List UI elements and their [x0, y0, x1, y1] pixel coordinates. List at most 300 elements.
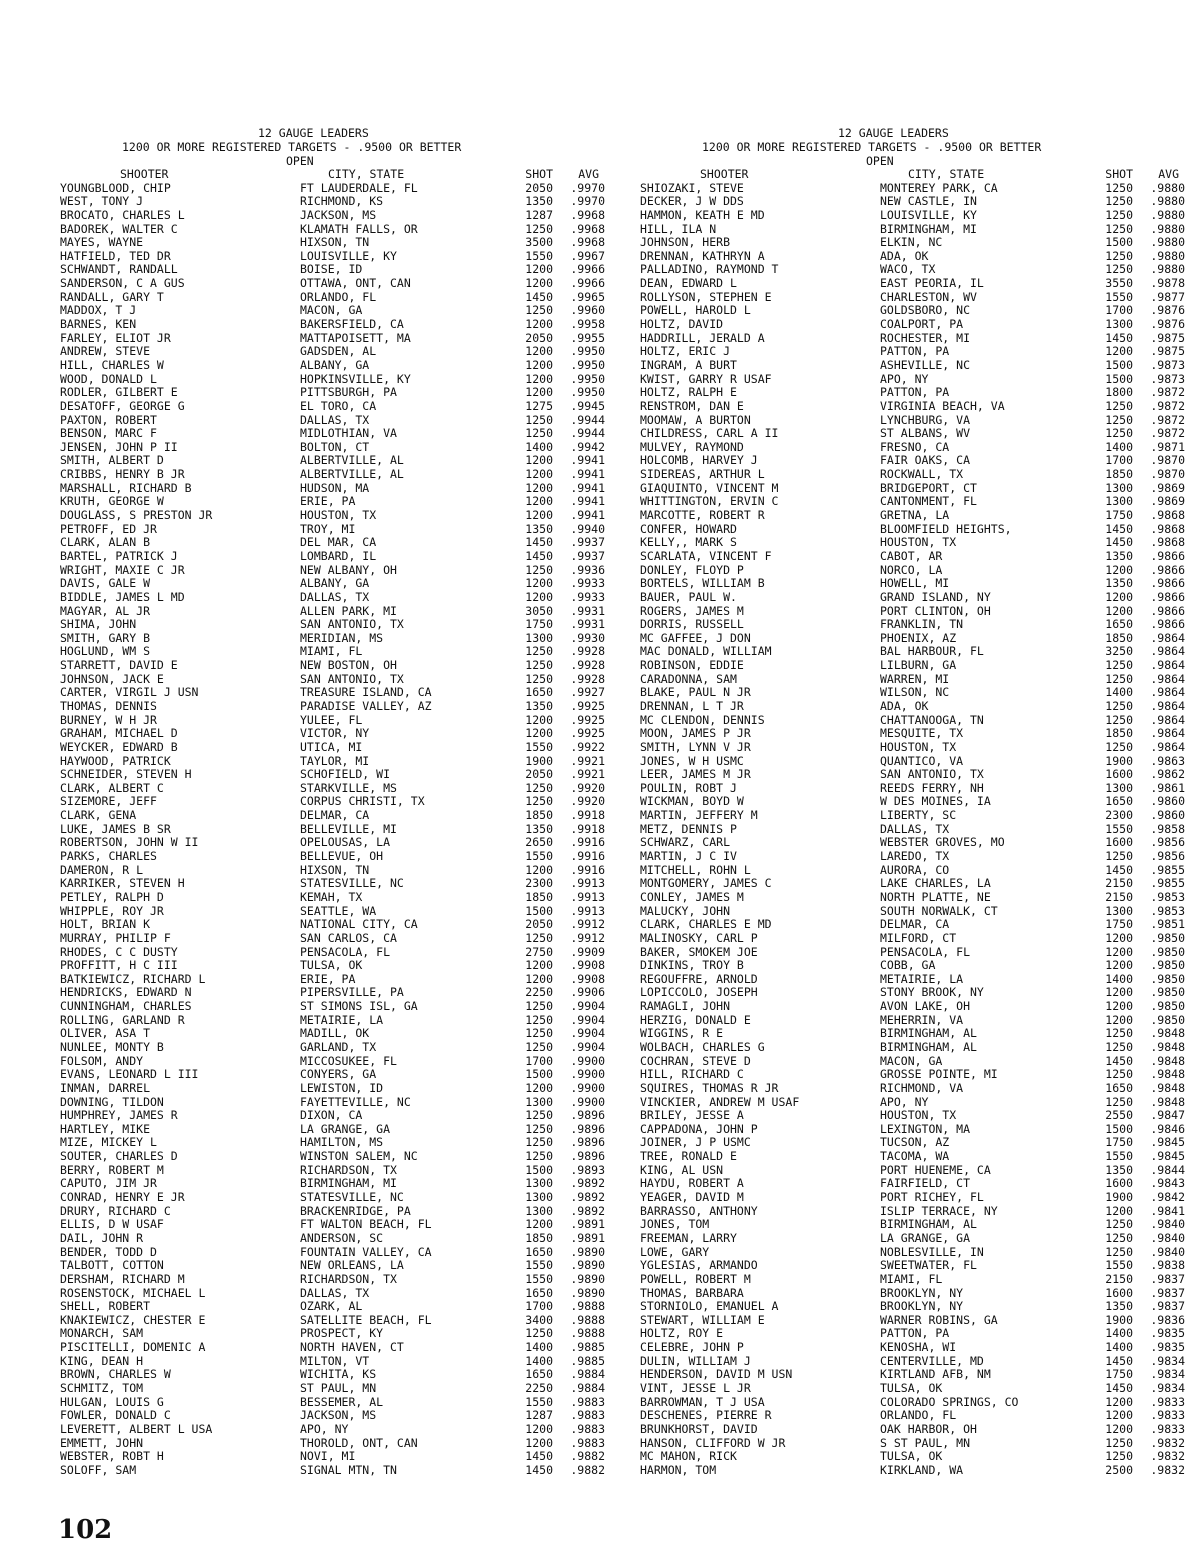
table-row [640, 877, 1200, 891]
targets-shot: 2050 [525, 331, 553, 345]
shooter-city: BOISE, ID [300, 263, 363, 277]
shooting-average: .9941 [570, 454, 605, 468]
shooter-city: PITTSBURGH, PA [300, 386, 397, 400]
targets-shot: 1200 [1105, 604, 1133, 618]
shooter-city: DALLAS, TX [300, 590, 370, 604]
shooter-city: PHOENIX, AZ [880, 631, 957, 645]
shooter-name: JENSEN, JOHN P II [60, 440, 178, 454]
shooting-average: .9868 [1150, 536, 1185, 550]
header-shooter: SHOOTER [700, 168, 749, 181]
shooter-name: HERZIG, DONALD E [640, 1013, 751, 1027]
table-row [640, 1177, 1200, 1191]
shooting-average: .9941 [570, 495, 605, 509]
shooting-average: .9840 [1150, 1218, 1185, 1232]
shooter-city: UTICA, MI [300, 740, 363, 754]
shooter-city: PENSACOLA, FL [880, 945, 971, 959]
table-row [640, 1232, 1200, 1246]
table-row [60, 509, 620, 523]
shooter-name: HAYWOOD, PATRICK [60, 754, 171, 768]
table-row [60, 700, 620, 714]
shooter-name: POULIN, ROBT J [640, 781, 737, 795]
shooting-average: .9844 [1150, 1163, 1185, 1177]
shooter-name: DAVIS, GALE W [60, 577, 151, 591]
shooting-average: .9880 [1150, 236, 1185, 250]
table-row [60, 918, 620, 932]
shooter-name: KARRIKER, STEVEN H [60, 877, 185, 891]
shooting-average: .9864 [1150, 672, 1185, 686]
shooter-city: DELMAR, CA [880, 918, 950, 932]
shooter-city: MICCOSUKEE, FL [300, 1054, 397, 1068]
shooter-name: BROWN, CHARLES W [60, 1368, 171, 1382]
targets-shot: 2650 [525, 836, 553, 850]
shooter-name: OLIVER, ASA T [60, 1027, 151, 1041]
shooter-city: SAN ANTONIO, TX [300, 672, 404, 686]
table-row [640, 1218, 1200, 1232]
shooting-average: .9968 [570, 236, 605, 250]
shooter-name: FOLSOM, ANDY [60, 1054, 144, 1068]
shooter-name: CLARK, CHARLES E MD [640, 918, 772, 932]
targets-shot: 1550 [525, 1272, 553, 1286]
shooter-name: DOWNING, TILDON [60, 1095, 164, 1109]
shooter-city: WARNER ROBINS, GA [880, 1313, 998, 1327]
shooting-average: .9845 [1150, 1136, 1185, 1150]
shooter-city: HUDSON, MA [300, 481, 370, 495]
targets-shot: 1350 [1105, 549, 1133, 563]
shooter-name: MC GAFFEE, J DON [640, 631, 751, 645]
shooter-name: HUMPHREY, JAMES R [60, 1109, 178, 1123]
shooter-city: ANDERSON, SC [300, 1231, 384, 1245]
table-row [60, 550, 620, 564]
shooting-average: .9875 [1150, 345, 1185, 359]
table-row [640, 1123, 1200, 1137]
table-row [60, 877, 620, 891]
shooting-average: .9873 [1150, 372, 1185, 386]
shooting-average: .9967 [570, 249, 605, 263]
targets-shot: 1200 [525, 727, 553, 741]
shooter-name: ANDREW, STEVE [60, 345, 151, 359]
section-subtitle: 1200 OR MORE REGISTERED TARGETS - .9500 OR BETTER [702, 140, 1042, 154]
table-row [60, 986, 620, 1000]
table-row [60, 891, 620, 905]
shooter-city: MONTEREY PARK, CA [880, 181, 998, 195]
shooter-city: ISLIP TERRACE, NY [880, 1204, 998, 1218]
shooter-name: INMAN, DARREL [60, 1081, 151, 1095]
targets-shot: 1550 [525, 850, 553, 864]
shooter-city: BRACKENRIDGE, PA [300, 1204, 411, 1218]
table-row [640, 495, 1200, 509]
shooting-average: .9883 [570, 1409, 605, 1423]
targets-shot: 1850 [525, 809, 553, 823]
shooter-name: SHIOZAKI, STEVE [640, 181, 744, 195]
shooter-city: LYNCHBURG, VA [880, 413, 971, 427]
table-header [640, 168, 1200, 182]
targets-shot: 1250 [1105, 222, 1133, 236]
table-row [640, 564, 1200, 578]
shooter-name: CRIBBS, HENRY B JR [60, 468, 185, 482]
table-row [640, 1150, 1200, 1164]
shooter-name: BARTEL, PATRICK J [60, 549, 178, 563]
shooting-average: .9872 [1150, 413, 1185, 427]
shooting-average: .9968 [570, 208, 605, 222]
table-row [60, 1000, 620, 1014]
targets-shot: 2050 [525, 918, 553, 932]
shooter-city: LEWISTON, ID [300, 1081, 384, 1095]
shooting-average: .9876 [1150, 304, 1185, 318]
shooting-average: .9866 [1150, 563, 1185, 577]
targets-shot: 3250 [1105, 645, 1133, 659]
shooter-name: DOUGLASS, S PRESTON JR [60, 509, 213, 523]
shooter-name: PISCITELLI, DOMENIC A [60, 1341, 206, 1355]
shooter-name: CARTER, VIRGIL J USN [60, 686, 199, 700]
table-row [60, 1177, 620, 1191]
shooter-city: STATESVILLE, NC [300, 1191, 404, 1205]
shooter-name: WHIPPLE, ROY JR [60, 904, 164, 918]
table-row [60, 932, 620, 946]
shooter-city: LOUISVILLE, KY [300, 249, 397, 263]
header-avg: AVG [578, 168, 599, 181]
shooter-name: KWIST, GARRY R USAF [640, 372, 772, 386]
table-row [60, 836, 620, 850]
shooter-name: STEWART, WILLIAM E [640, 1313, 765, 1327]
shooting-average: .9837 [1150, 1286, 1185, 1300]
shooter-city: MIDLOTHIAN, VA [300, 427, 397, 441]
shooter-city: HIXSON, TN [300, 236, 370, 250]
shooter-city: STARKVILLE, MS [300, 781, 397, 795]
shooting-average: .9834 [1150, 1382, 1185, 1396]
shooter-city: THOROLD, ONT, CAN [300, 1436, 418, 1450]
targets-shot: 1250 [525, 781, 553, 795]
shooter-name: SANDERSON, C A GUS [60, 277, 185, 291]
shooter-name: MONTGOMERY, JAMES C [640, 877, 772, 891]
shooter-name: MC MAHON, RICK [640, 1450, 737, 1464]
table-row [640, 236, 1200, 250]
targets-shot: 1400 [525, 1341, 553, 1355]
shooting-average: .9893 [570, 1163, 605, 1177]
table-row [60, 414, 620, 428]
table-row [640, 768, 1200, 782]
shooting-average: .9866 [1150, 577, 1185, 591]
shooter-name: POWELL, HAROLD L [640, 304, 751, 318]
shooter-city: DALLAS, TX [880, 822, 950, 836]
shooter-city: REEDS FERRY, NH [880, 781, 984, 795]
shooting-average: .9913 [570, 890, 605, 904]
shooting-average: .9912 [570, 931, 605, 945]
table-row [640, 1423, 1200, 1437]
shooter-name: HENDERSON, DAVID M USN [640, 1368, 793, 1382]
targets-shot: 1250 [525, 795, 553, 809]
shooter-city: HOWELL, MI [880, 577, 950, 591]
shooter-city: SAN CARLOS, CA [300, 931, 397, 945]
shooting-average: .9845 [1150, 1150, 1185, 1164]
targets-shot: 1250 [525, 222, 553, 236]
shooting-average: .9941 [570, 509, 605, 523]
targets-shot: 1600 [1105, 1286, 1133, 1300]
targets-shot: 1550 [525, 249, 553, 263]
shooter-name: ROLLING, GARLAND R [60, 1013, 185, 1027]
shooting-average: .9931 [570, 618, 605, 632]
targets-shot: 1450 [1105, 1382, 1133, 1396]
table-row [60, 318, 620, 332]
shooting-average: .9833 [1150, 1422, 1185, 1436]
targets-shot: 1700 [525, 1054, 553, 1068]
shooter-city: BELLEVUE, OH [300, 850, 384, 864]
shooter-city: HOUSTON, TX [880, 1109, 957, 1123]
targets-shot: 1250 [1105, 1450, 1133, 1464]
shooter-name: THOMAS, DENNIS [60, 699, 157, 713]
shooter-city: OAK HARBOR, OH [880, 1422, 977, 1436]
shooting-average: .9883 [570, 1395, 605, 1409]
shooter-city: BIRMINGHAM, AL [880, 1218, 977, 1232]
table-row [640, 932, 1200, 946]
shooting-average: .9841 [1150, 1204, 1185, 1218]
table-row [640, 836, 1200, 850]
shooter-name: HILL, ILA N [640, 222, 717, 236]
targets-shot: 1900 [1105, 754, 1133, 768]
shooting-average: .9892 [570, 1177, 605, 1191]
shooter-name: MALUCKY, JOHN [640, 904, 731, 918]
shooting-average: .9856 [1150, 836, 1185, 850]
table-row [60, 1368, 620, 1382]
targets-shot: 3050 [525, 604, 553, 618]
targets-shot: 1400 [1105, 1341, 1133, 1355]
shooting-average: .9835 [1150, 1341, 1185, 1355]
targets-shot: 1550 [1105, 1150, 1133, 1164]
targets-shot: 2150 [1105, 890, 1133, 904]
table-row [640, 468, 1200, 482]
shooter-name: LOPICCOLO, JOSEPH [640, 986, 758, 1000]
table-row [60, 564, 620, 578]
shooter-city: FAIR OAKS, CA [880, 454, 971, 468]
table-row [60, 1382, 620, 1396]
shooter-city: TULSA, OK [880, 1450, 943, 1464]
shooting-average: .9834 [1150, 1354, 1185, 1368]
targets-shot: 1450 [1105, 522, 1133, 536]
table-row [640, 905, 1200, 919]
shooter-name: HULGAN, LOUIS G [60, 1395, 164, 1409]
shooter-city: ADA, OK [880, 249, 929, 263]
shooter-name: CHILDRESS, CARL A II [640, 427, 779, 441]
shooting-average: .9941 [570, 481, 605, 495]
shooting-average: .9904 [570, 1041, 605, 1054]
table-row [640, 686, 1200, 700]
shooter-city: ST PAUL, MN [300, 1382, 377, 1396]
section-class: OPEN [286, 154, 314, 168]
targets-shot: 1250 [525, 563, 553, 577]
shooter-name: JONES, TOM [640, 1218, 710, 1232]
shooter-name: HATFIELD, TED DR [60, 249, 171, 263]
table-row [640, 1314, 1200, 1328]
shooter-city: SCHOFIELD, WI [300, 768, 391, 782]
shooter-name: MARCOTTE, ROBERT R [640, 509, 765, 523]
table-row [640, 1382, 1200, 1396]
shooter-name: BRUNKHORST, DAVID [640, 1422, 758, 1436]
shooting-average: .9921 [570, 754, 605, 768]
shooter-name: NUNLEE, MONTY B [60, 1041, 164, 1054]
shooter-city: METAIRIE, LA [300, 1013, 384, 1027]
targets-shot: 1250 [525, 672, 553, 686]
shooter-city: APO, NY [300, 1422, 349, 1436]
targets-shot: 1200 [1105, 986, 1133, 1000]
shooting-average: .9890 [570, 1259, 605, 1273]
shooting-average: .9925 [570, 699, 605, 713]
shooter-name: WEYCKER, EDWARD B [60, 740, 178, 754]
table-row [60, 1164, 620, 1178]
shooter-city: DALLAS, TX [300, 413, 370, 427]
table-row [60, 359, 620, 373]
targets-shot: 1250 [525, 1122, 553, 1136]
table-row [640, 223, 1200, 237]
shooter-city: MACON, GA [300, 304, 363, 318]
table-row [640, 986, 1200, 1000]
targets-shot: 1350 [525, 195, 553, 209]
shooting-average: .9896 [570, 1136, 605, 1150]
shooter-name: TREE, RONALD E [640, 1150, 737, 1164]
shooter-name: KING, AL USN [640, 1163, 724, 1177]
shooter-name: HANSON, CLIFFORD W JR [640, 1436, 786, 1450]
shooting-average: .9885 [570, 1341, 605, 1355]
shooting-average: .9904 [570, 1013, 605, 1027]
targets-shot: 1700 [1105, 454, 1133, 468]
shooter-name: RODLER, GILBERT E [60, 386, 178, 400]
table-row [640, 550, 1200, 564]
shooting-average: .9896 [570, 1150, 605, 1164]
shooter-name: ELLIS, D W USAF [60, 1218, 164, 1232]
targets-shot: 1750 [1105, 1368, 1133, 1382]
targets-shot: 1275 [525, 399, 553, 413]
table-row [640, 454, 1200, 468]
targets-shot: 1250 [525, 1013, 553, 1027]
targets-shot: 1200 [1105, 1204, 1133, 1218]
shooter-city: ORLANDO, FL [300, 290, 377, 304]
shooting-average: .9925 [570, 727, 605, 741]
shooter-city: OPELOUSAS, LA [300, 836, 391, 850]
targets-shot: 1250 [1105, 659, 1133, 673]
shooting-average: .9853 [1150, 890, 1185, 904]
targets-shot: 2500 [1105, 1463, 1133, 1477]
shooter-name: DINKINS, TROY B [640, 959, 744, 973]
shooting-average: .9850 [1150, 945, 1185, 959]
table-row [60, 1341, 620, 1355]
targets-shot: 1650 [1105, 1081, 1133, 1095]
targets-shot: 1450 [525, 1463, 553, 1477]
shooter-city: RICHMOND, VA [880, 1081, 964, 1095]
shooter-name: BADOREK, WALTER C [60, 222, 178, 236]
targets-shot: 1250 [1105, 427, 1133, 441]
shooting-average: .9870 [1150, 454, 1185, 468]
shooter-name: RAMAGLI, JOHN [640, 1000, 731, 1014]
shooter-city: FRANKLIN, TN [880, 618, 964, 632]
shooter-city: W DES MOINES, IA [880, 795, 991, 809]
shooting-average: .9884 [570, 1368, 605, 1382]
shooting-average: .9880 [1150, 263, 1185, 277]
shooter-name: MIZE, MICKEY L [60, 1136, 157, 1150]
shooter-city: NORTH HAVEN, CT [300, 1341, 404, 1355]
shooting-average: .9850 [1150, 972, 1185, 986]
table-row [640, 1014, 1200, 1028]
table-row [640, 1027, 1200, 1041]
shooting-average: .9925 [570, 713, 605, 727]
shooter-name: HOGLUND, WM S [60, 645, 151, 659]
shooter-city: HAMILTON, MS [300, 1136, 384, 1150]
shooter-city: WILSON, NC [880, 686, 950, 700]
shooting-average: .9928 [570, 672, 605, 686]
table-row [640, 482, 1200, 496]
table-row [640, 1109, 1200, 1123]
shooter-city: FAIRFIELD, CT [880, 1177, 971, 1191]
targets-shot: 1400 [1105, 440, 1133, 454]
table-row [60, 1109, 620, 1123]
targets-shot: 1850 [1105, 468, 1133, 482]
targets-shot: 1250 [1105, 1068, 1133, 1082]
shooter-name: EVANS, LEONARD L III [60, 1068, 199, 1082]
shooting-average: .9840 [1150, 1231, 1185, 1245]
targets-shot: 1200 [1105, 563, 1133, 577]
shooter-city: PORT HUENEME, CA [880, 1163, 991, 1177]
targets-shot: 1200 [525, 277, 553, 291]
shooter-name: BIDDLE, JAMES L MD [60, 590, 185, 604]
shooter-name: SCHWARZ, CARL [640, 836, 731, 850]
shooting-average: .9880 [1150, 222, 1185, 236]
targets-shot: 1350 [525, 522, 553, 536]
shooting-average: .9864 [1150, 659, 1185, 673]
shooter-city: ERIE, PA [300, 495, 356, 509]
shooting-average: .9833 [1150, 1409, 1185, 1423]
table-row [60, 400, 620, 414]
shooter-name: SMITH, GARY B [60, 631, 151, 645]
shooter-name: ROGERS, JAMES M [640, 604, 744, 618]
targets-shot: 1200 [525, 1436, 553, 1450]
shooter-name: MC CLENDON, DENNIS [640, 713, 765, 727]
shooter-city: LOUISVILLE, KY [880, 208, 977, 222]
shooter-name: SCARLATA, VINCENT F [640, 549, 772, 563]
table-row [60, 645, 620, 659]
shooting-average: .9866 [1150, 590, 1185, 604]
targets-shot: 1600 [1105, 1177, 1133, 1191]
shooting-average: .9945 [570, 399, 605, 413]
targets-shot: 1500 [1105, 236, 1133, 250]
targets-shot: 1550 [525, 740, 553, 754]
table-row [60, 1259, 620, 1273]
table-row [60, 277, 620, 291]
targets-shot: 1650 [1105, 795, 1133, 809]
shooter-city: GADSDEN, AL [300, 345, 377, 359]
shooter-city: ERIE, PA [300, 972, 356, 986]
targets-shot: 1900 [525, 754, 553, 768]
table-row [640, 714, 1200, 728]
shooter-city: BROOKLYN, NY [880, 1300, 964, 1314]
shooter-name: CELEBRE, JOHN P [640, 1341, 744, 1355]
shooting-average: .9896 [570, 1122, 605, 1136]
shooter-city: HOUSTON, TX [880, 740, 957, 754]
shooting-average: .9908 [570, 959, 605, 973]
shooter-city: RICHARDSON, TX [300, 1163, 397, 1177]
targets-shot: 1250 [1105, 1436, 1133, 1450]
table-row [60, 1314, 620, 1328]
shooter-city: ALBANY, GA [300, 358, 370, 372]
table-row [640, 318, 1200, 332]
targets-shot: 1500 [1105, 372, 1133, 386]
table-row [640, 618, 1200, 632]
table-row [60, 1191, 620, 1205]
shooting-average: .9966 [570, 263, 605, 277]
shooter-name: PARKS, CHARLES [60, 850, 157, 864]
shooter-name: CONLEY, JAMES M [640, 890, 744, 904]
targets-shot: 1450 [1105, 331, 1133, 345]
targets-shot: 1250 [1105, 672, 1133, 686]
header-shot: SHOT [1105, 168, 1133, 181]
targets-shot: 1250 [1105, 850, 1133, 864]
table-row [60, 577, 620, 591]
